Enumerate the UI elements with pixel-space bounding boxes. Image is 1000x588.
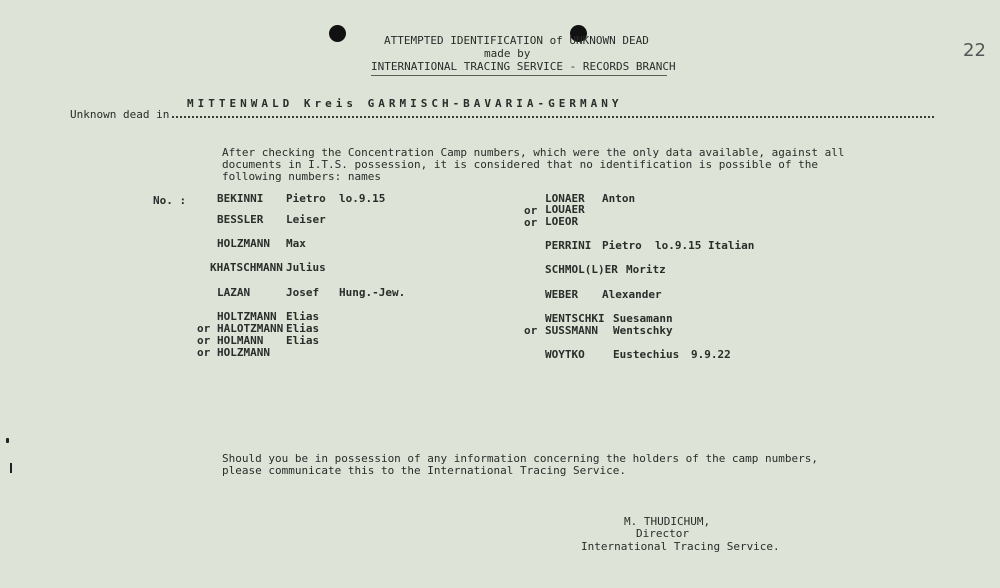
location-label: Unknown dead in xyxy=(70,108,170,121)
surname: WOYTKO xyxy=(545,348,585,361)
surname: BEKINNI xyxy=(217,192,264,205)
location-dotted-line xyxy=(172,116,934,118)
surname: HALOTZMANN xyxy=(217,322,284,335)
surname: BESSLER xyxy=(217,213,264,226)
given-name: Moritz xyxy=(626,263,666,276)
surname: HOLMANN xyxy=(217,334,264,347)
header-organization: INTERNATIONAL TRACING SERVICE - RECORDS BRANCH xyxy=(371,60,676,73)
birth-date: lo.9.15 xyxy=(339,192,386,205)
surname: LONAER xyxy=(545,192,585,205)
or-prefix: or xyxy=(197,346,211,359)
or-prefix: or xyxy=(524,204,538,217)
given-name: Josef xyxy=(286,286,320,299)
birth-date: 9.9.22 xyxy=(691,348,731,361)
surname: LOEOR xyxy=(545,215,579,228)
page-number: 22 xyxy=(963,40,986,61)
surname: KHATSCHMANN xyxy=(210,261,283,274)
given-name: Anton xyxy=(602,192,636,205)
given-name: Elias xyxy=(286,322,320,335)
surname: SCHMOL(L)ER xyxy=(545,263,618,276)
closing-line-2: please communicate this to the International Tracing Service. xyxy=(222,464,626,477)
or-prefix: or xyxy=(524,216,538,229)
surname: LAZAN xyxy=(217,286,251,299)
given-name: Pietro xyxy=(286,192,326,205)
edge-mark xyxy=(10,463,12,473)
intro-line-1: After checking the Concentration Camp numbers, which were the only data available, against all xyxy=(222,146,845,159)
number-label: No. : xyxy=(153,194,187,207)
or-prefix: or xyxy=(197,322,211,335)
given-name: Max xyxy=(286,237,306,250)
signature-title: Director xyxy=(636,527,689,540)
nationality-note: Hung.-Jew. xyxy=(339,286,406,299)
signature-name: M. THUDICHUM, xyxy=(624,515,711,528)
header-title: ATTEMPTED IDENTIFICATION of UNKNOWN DEAD xyxy=(384,34,649,47)
punch-hole-left xyxy=(329,25,346,42)
edge-mark xyxy=(6,438,9,443)
given-name: Alexander xyxy=(602,288,662,301)
intro-line-2: documents in I.T.S. possession, it is considered that no identification is possible of the xyxy=(222,158,819,171)
intro-line-3: following numbers: names xyxy=(222,170,381,183)
given-name: Leiser xyxy=(286,213,326,226)
surname: LOUAER xyxy=(545,203,585,216)
surname: SUSSMANN xyxy=(545,324,598,337)
header-made-by: made by xyxy=(484,47,531,60)
given-name: Elias xyxy=(286,310,320,323)
surname: WEBER xyxy=(545,288,579,301)
signature-organization: International Tracing Service. xyxy=(581,540,780,553)
given-name: Eustechius xyxy=(613,348,680,361)
given-name: Elias xyxy=(286,334,320,347)
given-name: Suesamann xyxy=(613,312,673,325)
surname: HOLTZMANN xyxy=(217,310,277,323)
given-name: Wentschky xyxy=(613,324,673,337)
surname: HOLZMANN xyxy=(217,237,270,250)
given-name: Julius xyxy=(286,261,326,274)
surname: PERRINI xyxy=(545,239,592,252)
closing-line-1: Should you be in possession of any information concerning the holders of the camp numbers, xyxy=(222,452,819,465)
surname: HOLZMANN xyxy=(217,346,270,359)
surname: WENTSCHKI xyxy=(545,312,605,325)
header-underline xyxy=(371,75,667,76)
or-prefix: or xyxy=(197,334,211,347)
or-prefix: or xyxy=(524,324,538,337)
given-name: Pietro xyxy=(602,239,642,252)
location-place: MITTENWALD Kreis GARMISCH-BAVARIA-GERMANY xyxy=(187,97,623,110)
birth-date-nationality: lo.9.15 Italian xyxy=(655,239,755,252)
